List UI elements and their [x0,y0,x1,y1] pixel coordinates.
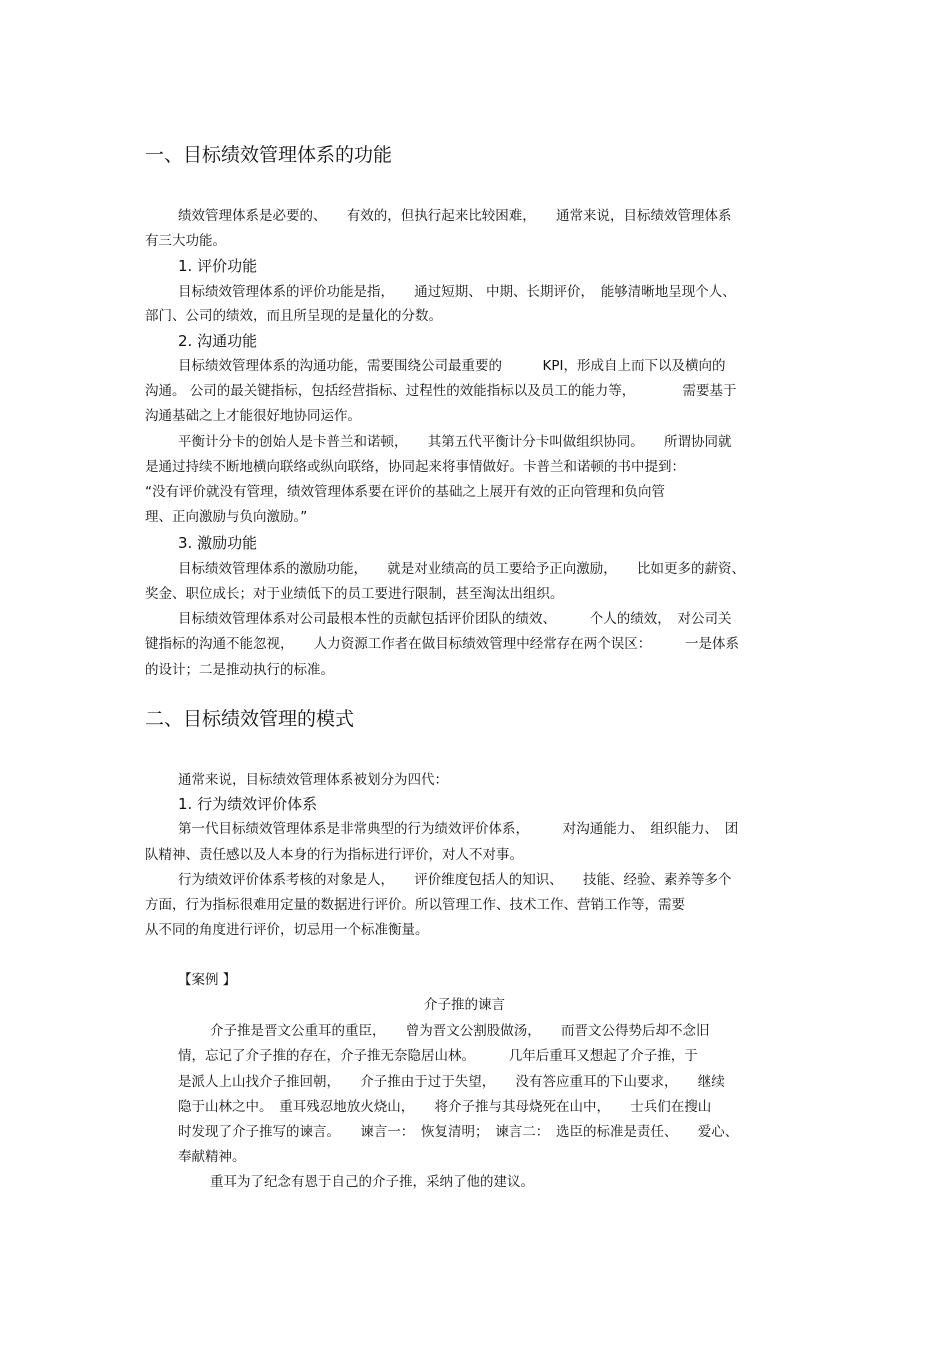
s1-item3-para2-line-1: 目标绩效管理体系对公司最根本性的贡献包括评价团队的绩效、 个人的绩效， 对公司关 [178,611,732,627]
s2-item1-para2-line-1: 行为绩效评价体系考核的对象是人， 评价维度包括人的知识、 技能、经验、素养等多个 [178,872,732,888]
s1-item2-line-2: 沟通。 公司的最关键指标，包括经营指标、过程性的效能指标以及员工的能力等， 需要基于 [145,383,737,399]
s1-intro-line-1: 绩效管理体系是必要的、 有效的，但执行起来比较困难， 通常来说，目标绩效管理体系 [178,208,732,224]
s1-item2-para2-line-3: “没有评价就没有管理，绩效管理体系要在评价的基础之上展开有效的正向管理和负向管 [145,484,665,500]
s1-item3-title: 3. 激励功能 [178,534,258,552]
case-label: 【案例 】 [178,972,237,988]
s1-item2-para2-line-4: 理、正向激励与负向激励。” [145,509,308,525]
s2-item1-para2-line-2: 方面，行为指标很难用定量的数据进行评价。所以管理工作、技术工作、营销工作等，需要 [145,897,685,913]
case-line-5: 时发现了介子推写的谏言。 谏言一： 恢复清明； 谏言二： 选臣的标准是责任、 爱心、 [178,1124,739,1140]
s1-item1-line-2: 部门、公司的绩效，而且所呈现的是量化的分数。 [145,308,442,324]
case-line-1: 介子推是晋文公重耳的重臣， 曾为晋文公割股做汤， 而晋文公得势后却不念旧 [210,1023,710,1039]
section1-heading: 一、目标绩效管理体系的功能 [145,144,393,166]
s1-item2-line-1: 目标绩效管理体系的沟通功能，需要围绕公司最重要的 KPI，形成自上而下以及横向的 [178,358,726,374]
s1-item2-line-3: 沟通基础之上才能很好地协同运作。 [145,408,361,424]
s2-item1-title: 1. 行为绩效评价体系 [178,795,318,813]
s1-item2-para2-line-1: 平衡计分卡的创始人是卡普兰和诺顿， 其第五代平衡计分卡叫做组织协同。 所谓协同就 [178,434,732,450]
s1-item1-line-1: 目标绩效管理体系的评价功能是指， 通过短期、 中期、长期评价， 能够清晰地呈现个人、 [178,284,736,300]
s2-item1-para2-line-3: 从不同的角度进行评价，切忌用一个标准衡量。 [145,922,429,938]
case-closing: 重耳为了纪念有恩于自己的介子推，采纳了他的建议。 [210,1174,534,1190]
s2-item1-line-1: 第一代目标绩效管理体系是非常典型的行为绩效评价体系， 对沟通能力、 组织能力、 团 [178,821,739,837]
s1-item3-para2-line-3: 的设计；二是推动执行的标准。 [145,662,334,678]
s1-item3-para2-line-2: 键指标的沟通不能忽视， 人力资源工作者在做目标绩效管理中经常存在两个误区： 一是体系 [145,636,739,652]
s1-item3-line-2: 奖金、职位成长；对于业绩低下的员工要进行限制，甚至淘汰出组织。 [145,586,564,602]
s1-item1-title: 1. 评价功能 [178,257,258,275]
s2-intro: 通常来说，目标绩效管理体系被划分为四代： [178,772,448,788]
case-line-6: 奉献精神。 [178,1149,246,1165]
case-title: 介子推的谏言 [424,997,505,1013]
case-line-4: 隐于山林之中。 重耳残忍地放火烧山， 将介子推与其母烧死在山中， 士兵们在搜山 [178,1099,712,1115]
s2-item1-line-2: 队精神、责任感以及人本身的行为指标进行评价，对人不对事。 [145,847,523,863]
s1-item2-title: 2. 沟通功能 [178,332,258,350]
section2-heading: 二、目标绩效管理的模式 [145,708,355,730]
s1-intro-line-2: 有三大功能。 [145,233,226,249]
case-line-2: 情，忘记了介子推的存在，介子推无奈隐居山林。 几年后重耳又想起了介子推，于 [178,1048,698,1064]
s1-item3-line-1: 目标绩效管理体系的激励功能， 就是对业绩高的员工要给予正向激励， 比如更多的薪资、 [178,561,745,577]
s1-item2-para2-line-2: 是通过持续不断地横向联络或纵向联络，协同起来将事情做好。卡普兰和诺顿的书中提到： [145,459,685,475]
case-line-3: 是派人上山找介子推回朝， 介子推由于过于失望， 没有答应重耳的下山要求， 继续 [178,1074,725,1090]
